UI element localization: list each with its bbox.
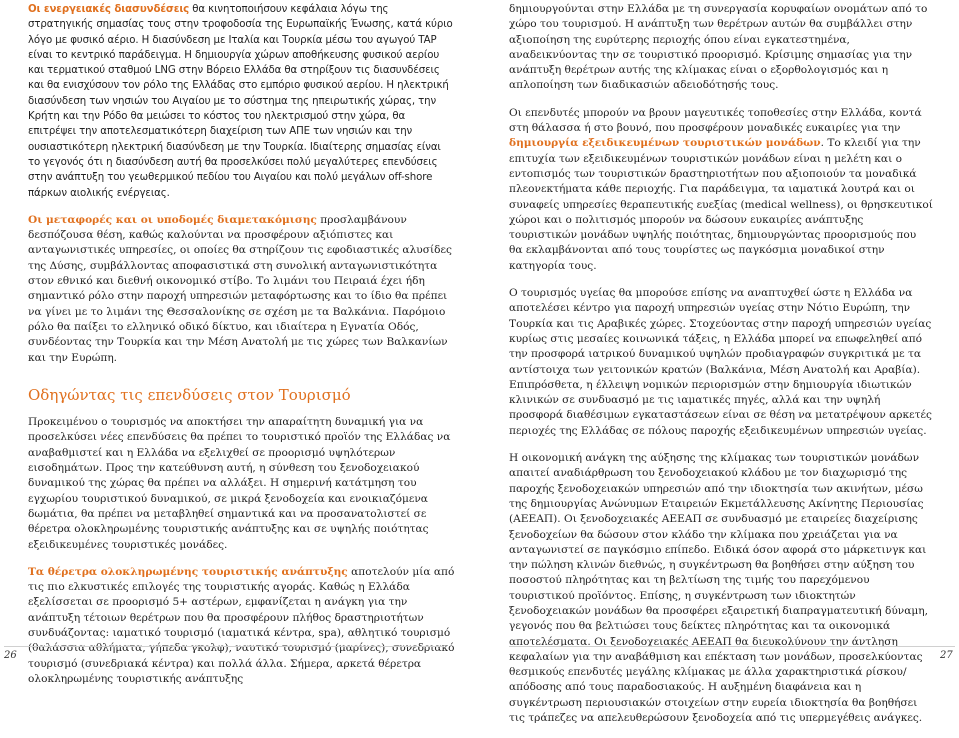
paragraph-resorts-text: αποτελούν μία από τις πιο ελκυστικές επιλογές της τουριστικής αγοράς. Καθώς η Ελλάδα εξελίσσεται σε προορισμό 5+ αστέρων, εμφανίζεται η ανάγκη για την ανάπτυξη τέτοιων θερέτρων που θα προσφέρουν πλήθος δραστηριοτήτων συνδυάζοντας: ιαματικό τουρισμό (ιαματικά κέντρα, spa), αθλητικό τουρισμό (θαλάσσια αθλήματα, γήπεδα γκολφ), ναυτικό τουρισμό (μαρίνες), συνεδριακό τουρισμό (συνεδριακά κέντρα) και πολλά άλλα. Σήμερα, αρκετά θέρετρα ολοκληρωμένης τουριστικής ανάπτυξης bbox=[28, 565, 455, 685]
footer-rule-right bbox=[509, 646, 955, 647]
paragraph-specialized-units bbox=[509, 106, 933, 274]
highlight-energy-interconnections: Οι ενεργειακές διασυνδέσεις bbox=[28, 4, 190, 15]
paragraph-resorts-continued: δημιουργούνται στην Ελλάδα με τη συνεργασία κορυφαίων ονομάτων από το χώρο του τουρισμού. Η ανάπτυξη των θερέτρων αυτών θα συμβάλλει στην αξιοποίηση της ευρύτερης περιοχής όπου είναι εγκατεστημένα, αναδεικνύοντας την σε τουριστικό προορισμό. Κρίσιμης σημασίας για την ανάπτυξη θερέτρων αυτής της κλίμακας είναι ο εξορθολογισμός και η απλοποίηση των διαδικασιών αδειοδότησής τους. bbox=[509, 3, 928, 92]
paragraph-health-tourism: Ο τουρισμός υγείας θα μπορούσε επίσης να αναπτυχθεί ώστε η Ελλάδα να αποτελέσει κέντρο για παροχή υπηρεσιών υγείας στην Νότιο Ευρώπη, την Τουρκία και τις Αραβικές χώρες. Στοχεύοντας στην παροχή υπηρεσιών υγείας κυρίως στις μεσαίες κοινωνικά τάξεις, η Ελλάδα μπορεί να επωφεληθεί από την προσφορά ιατρικού δυναμικού υψηλών προδιαγραφών συγκριτικά με τα αντίστοιχα των γειτονικών κρατών (Βαλκάνια, Μέση Ανατολή και Αραβία). Επιπρόσθετα, η έλλειψη νομικών περιορισμών στην δημιουργία ιδιωτικών κλινικών σε συνδυασμό με τις ιαματικές πηγές, αλλά και την υψηλή προσφορά διαθέσιμων εγκαταστάσεων είναι σε θέση να μετατρέψουν αρκετές περιοχές της Ελλάδας σε πόλους παροχής εξειδικευμένων υπηρεσιών υγείας. bbox=[509, 287, 932, 437]
section-heading-tourism: Οδηγώντας τις επενδύσεις στον Τουρισμό bbox=[28, 385, 351, 404]
paragraph-transport-text: προσλαμβάνουν δεσπόζουσα θέση, καθώς καλούνται να προσφέρουν αξιόπιστες και ανταγωνιστικές υπηρεσίες, οι οποίες θα στηρίζουν τις εφοδιαστικές αλυσίδες της Δύσης, συμβάλλοντας αποφασιστικά στη συνολική ανταγωνιστικότητα στον εθνικό και διεθνή οικονομικό στίβο. Το λιμάνι του Πειραιά έχει ήδη σημαντικό ρόλο στην παροχή υπηρεσιών μεταφόρτωσης και το ίδιο θα πρέπει να γίνει με το λιμάνι της Θεσσαλονίκης σε σχέση με τα Βαλκάνια. Παρόμοιο ρόλο θα παίξει το ελληνικό οδικό δίκτυο, και ιδιαίτερα η Εγνατία Οδός, συνδέοντας την Τουρκία και την Μέση Ανατολή με τις χώρες των Βαλκανίων και την Ευρώπη. bbox=[28, 213, 452, 364]
highlight-resorts: Τα θέρετρα ολοκληρωμένης τουριστικής ανάπτυξης bbox=[28, 565, 348, 578]
highlight-specialized-units: δημιουργία εξειδικευμένων τουριστικών μονάδων bbox=[509, 137, 821, 150]
page-number-left: 26 bbox=[4, 650, 17, 661]
paragraph-energy-text-b: Η ηλεκτρική διασύνδεση των νησιών του Αιγαίου με το σύστημα της ηπειρωτικής χώρας, την Κρήτη και την Ρόδο θα μειώσει το κόστος του ηλεκτρισμού στην χώρα, θα επιτρέψει την αποτελεσματικότερη διαχείριση των ΑΠΕ των νησιών και την ουσιαστικότερη ηλεκτρική διασύνδεση με την Τουρκία. Ιδιαίτερης σημασίας είναι το γεγονός ότι η διασύνδεση αυτή θα προσελκύσει πολύ μεγαλύτερες επενδύσεις στην ανάπτυξη του γεωθερμικού πεδίου του Αιγαίου και πολύ μεγάλων off-shore πάρκων αιολικής ενέργειας. bbox=[28, 80, 449, 199]
page-number-right: 27 bbox=[940, 650, 953, 661]
paragraph-specialized-text-b: . Το κλειδί για την επιτυχία των εξειδικευμένων τουριστικών μονάδων είναι η μελέτη και ο εντοπισμός των τουριστικών δραστηριοτήτων που αξιοποιούν τα μοναδικά πλεονεκτήματα κάθε περιοχής. Για παράδειγμα, τα ιαματικά λουτρά και οι συναφείς υπηρεσίες θεραπευτικής ευεξίας (medical wellness), οι θρησκευτικοί χώροι και ο πολιτισμός μπορούν να δώσουν ευκαιρίες ανάπτυξης τουριστικών μονάδων υψηλής ποιότητας, δημιουργώντας προορισμούς που θα εκλαμβάνονται από τους τουρίστες ως παγκόσμια μοναδικοί στην κατηγορία τους. bbox=[509, 137, 933, 272]
paragraph-tourism-intro: Προκειμένου ο τουρισμός να αποκτήσει την απαραίτητη δυναμική για να προσελκύσει νέες επενδύσεις θα πρέπει το τουριστικό προϊόν της Ελλάδας να αναβαθμιστεί και η Ελλάδα να εξελιχθεί σε προορισμό υψηλότερων εισοδημάτων. Προς την κατεύθυνση αυτή, η σύνθεση του ξενοδοχειακού δυναμικού της χώρας θα πρέπει να αλλάξει. Η σημερινή κατάτμηση του εγχωρίου τουριστικού δυναμικού, σε μικρά ξενοδοχεία και ενοικιαζόμενα δωμάτια, θα πρέπει να μεταβληθεί σημαντικά και να προσανατολιστεί σε θέρετρα ολοκληρωμένης τουριστικής ανάπτυξης και σε υψηλής ποιότητας εξειδικευμένες τουριστικές μονάδες. bbox=[28, 416, 451, 551]
paragraph-resorts bbox=[28, 565, 456, 687]
paragraph-energy bbox=[28, 2, 456, 201]
footer-rule-left bbox=[4, 646, 444, 647]
right-column bbox=[509, 2, 933, 738]
paragraph-energy-text-a: θα κινητοποιήσουν κεφάλαια λόγω της στρατηγικής σημασίας τους στην τροφοδοσία της Ευρωπαϊκής Ένωσης, κατά κύριο λόγο με φυσικό αέριο. Η διασύνδεση με Ιταλία και Τουρκία μέσω του αγωγού TAP είναι το κεντρικό παράδειγμα. Η δημιουργία χώρων αποθήκευσης φυσικού αερίου και τερματικού σταθμού LNG στην Βόρειο Ελλάδα θα στηρίξουν τις διασυνδέσεις και θα ενισχύσουν τον ρόλο της Ελλάδας στο εμπόριο φυσικού αερίου. bbox=[28, 4, 453, 92]
paragraph-transport bbox=[28, 213, 456, 366]
paragraph-reic: Η οικονομική ανάγκη της αύξησης της κλίμακας των τουριστικών μονάδων απαιτεί αναδιάρθρωση του ξενοδοχειακού κλάδου με τον διαχωρισμό της παροχής ξενοδοχειακών υπηρεσιών από την ιδιοκτησία των ακινήτων, μέσω της δημιουργίας Ανώνυμων Εταιρειών Εκμετάλλευσης Ακίνητης Περιουσίας (ΑΕΕΑΠ). Οι ξενοδοχειακές ΑΕΕΑΠ σε συνδυασμό με εταιρείες διαχείρισης ξενοδοχείων θα δώσουν στον κλάδο την κλίμακα που χρειάζεται για να ανταγωνιστεί σε παγκόσμιο επίπεδο. Ειδικά όσον αφορά στο μάρκετινγκ και την πώληση κλινών διεθνώς, η συγκέντρωση θα βοηθήσει στην αύξηση του ποσοστού πληρότητας και τη βελτίωση της τιμής του παρεχόμενου τουριστικού προϊόντος. Επίσης, η συγκέντρωση των ιδιοκτητών ξενοδοχειακών μονάδων θα προσφέρει εξαιρετική διαπραγματευτική δύναμη, γεγονός που θα βελτιώσει τους δείκτες πληρότητας και τα οικονομικά αποτελέσματα. Οι ξενοδοχειακές ΑΕΕΑΠ θα διευκολύνουν την άντληση κεφαλαίων για την αναβάθμιση και επέκταση των μονάδων, προσελκύοντας θεσμικούς επενδυτές μεγάλης κλίμακας με άλλα χαρακτηριστικά ρίσκου/απόδοσης από τους παραδοσιακούς. Η αυξημένη διαφάνεια και η συγκέντρωση περιουσιακών στοιχείων στην ευρεία ιδιοκτησία θα βοηθήσει τις τράπεζες να απελευθερώσουν ξενοδοχεία από τις υπερμεγέθεις ανάγκες. bbox=[509, 452, 928, 725]
highlight-transport: Οι μεταφορές και οι υποδομές διαμετακόμισης bbox=[28, 213, 317, 226]
left-column bbox=[28, 2, 456, 699]
paragraph-specialized-text-a: Οι επενδυτές μπορούν να βρουν μαγευτικές τοποθεσίες στην Ελλάδα, κοντά στη θάλασσα ή στο βουνό, που προσφέρουν μοναδικές ευκαιρίες για την bbox=[509, 106, 922, 135]
